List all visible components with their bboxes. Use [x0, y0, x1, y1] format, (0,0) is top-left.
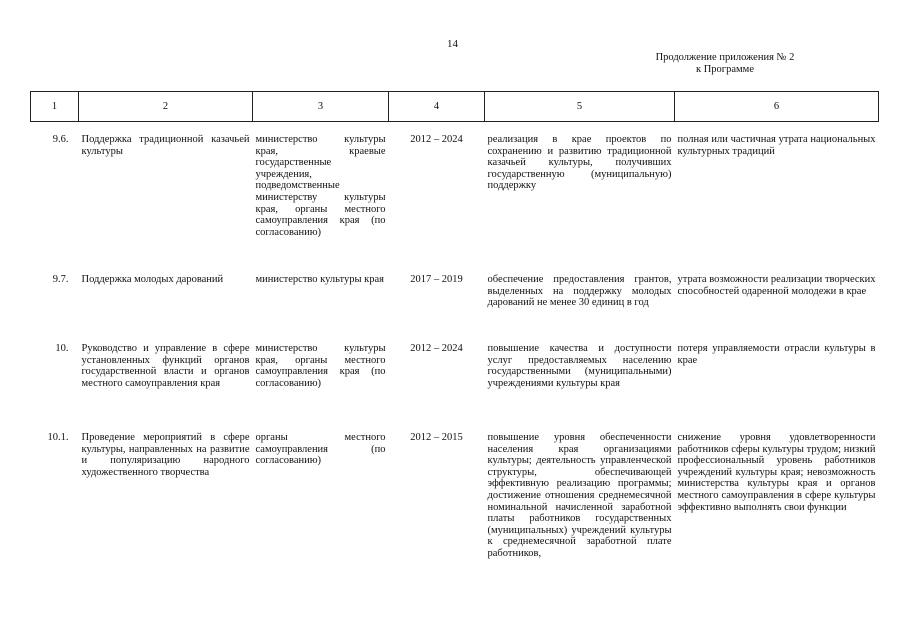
measure-name: Поддержка традиционной казачьей культуры — [81, 134, 250, 157]
expected-result: обеспечение предоставления грантов, выделенных на поддержку молодых дарований не менее 30 единиц в год — [487, 274, 672, 309]
table-row — [31, 134, 879, 274]
header-cell-6: 6 — [675, 92, 879, 122]
measure-name: Проведение мероприятий в сфере культуры, направленных на развитие и популяризацию народного художественного творчества — [81, 432, 250, 478]
continuation-note — [640, 52, 810, 76]
implementation-period: 2012 – 2024 — [410, 134, 463, 145]
table-body — [31, 122, 879, 560]
table-row — [31, 274, 879, 343]
header-cell-4: 4 — [389, 92, 485, 122]
table-row — [31, 432, 879, 560]
header-cell-2: 2 — [79, 92, 253, 122]
consequence: потеря управляемости отрасли культуры в крае — [677, 343, 876, 366]
table-header — [31, 92, 879, 122]
measure-name: Руководство и управление в сфере установленных функций органов государственной власти и органов местного самоуправления края — [81, 343, 250, 389]
spacer-row — [31, 122, 879, 135]
header-row — [31, 92, 879, 122]
expected-result: повышение уровня обеспеченности населения края организациями культуры; деятельность управленческой структуры, обеспечивающей эффективную реализацию программы; достижение отношения среднемесячной номинальной начисленной заработной платы работников государственных (муниципальных) учреждений культуры к среднемесячной заработной плате работников, — [487, 432, 672, 559]
program-table — [30, 91, 879, 560]
table-row — [31, 343, 879, 432]
continuation-line-2: к Программе — [696, 64, 754, 75]
consequence: полная или частичная утрата национальных культурных традиций — [677, 134, 876, 157]
row-number: 9.7. — [52, 274, 69, 285]
page-number: 14 — [447, 38, 458, 50]
spacer-cell — [31, 122, 879, 135]
row-number: 10. — [55, 343, 69, 354]
executor: министерство культуры края, краевые государственные учреждения, подведомственные министерству культуры края, органы местного самоуправления края (по согласованию) — [255, 134, 386, 238]
measure-name: Поддержка молодых дарований — [81, 274, 224, 285]
executor: министерство культуры края, органы местного самоуправления края (по согласованию) — [255, 343, 386, 389]
expected-result: реализация в крае проектов по сохранению и развитию традиционной казачьей культуры, получивших государственную (муниципальную) поддержку — [487, 134, 672, 192]
implementation-period: 2017 – 2019 — [410, 274, 463, 285]
executor: министерство культуры края — [255, 274, 385, 285]
header-cell-5: 5 — [485, 92, 675, 122]
header-cell-3: 3 — [253, 92, 389, 122]
implementation-period: 2012 – 2015 — [410, 432, 463, 443]
executor: органы местного самоуправления (по согласованию) — [255, 432, 386, 467]
header-cell-1: 1 — [31, 92, 79, 122]
implementation-period: 2012 – 2024 — [410, 343, 463, 354]
expected-result: повышение качества и доступности услуг предоставляемых населению государственными (муниципальными) учреждениями культуры края — [487, 343, 672, 389]
row-number: 10.1. — [47, 432, 69, 443]
consequence: утрата возможности реализации творческих способностей одаренной молодежи в крае — [677, 274, 876, 297]
consequence: снижение уровня удовлетворенности работников сферы культуры трудом; низкий профессиональный уровень работников учреждений культуры края; невозможность министерства культуры края и органов местного самоуправления в сфере культуры эффективно выполнять свои функции — [677, 432, 876, 513]
continuation-line-1: Продолжение приложения № 2 — [655, 52, 795, 63]
row-number: 9.6. — [52, 134, 69, 145]
